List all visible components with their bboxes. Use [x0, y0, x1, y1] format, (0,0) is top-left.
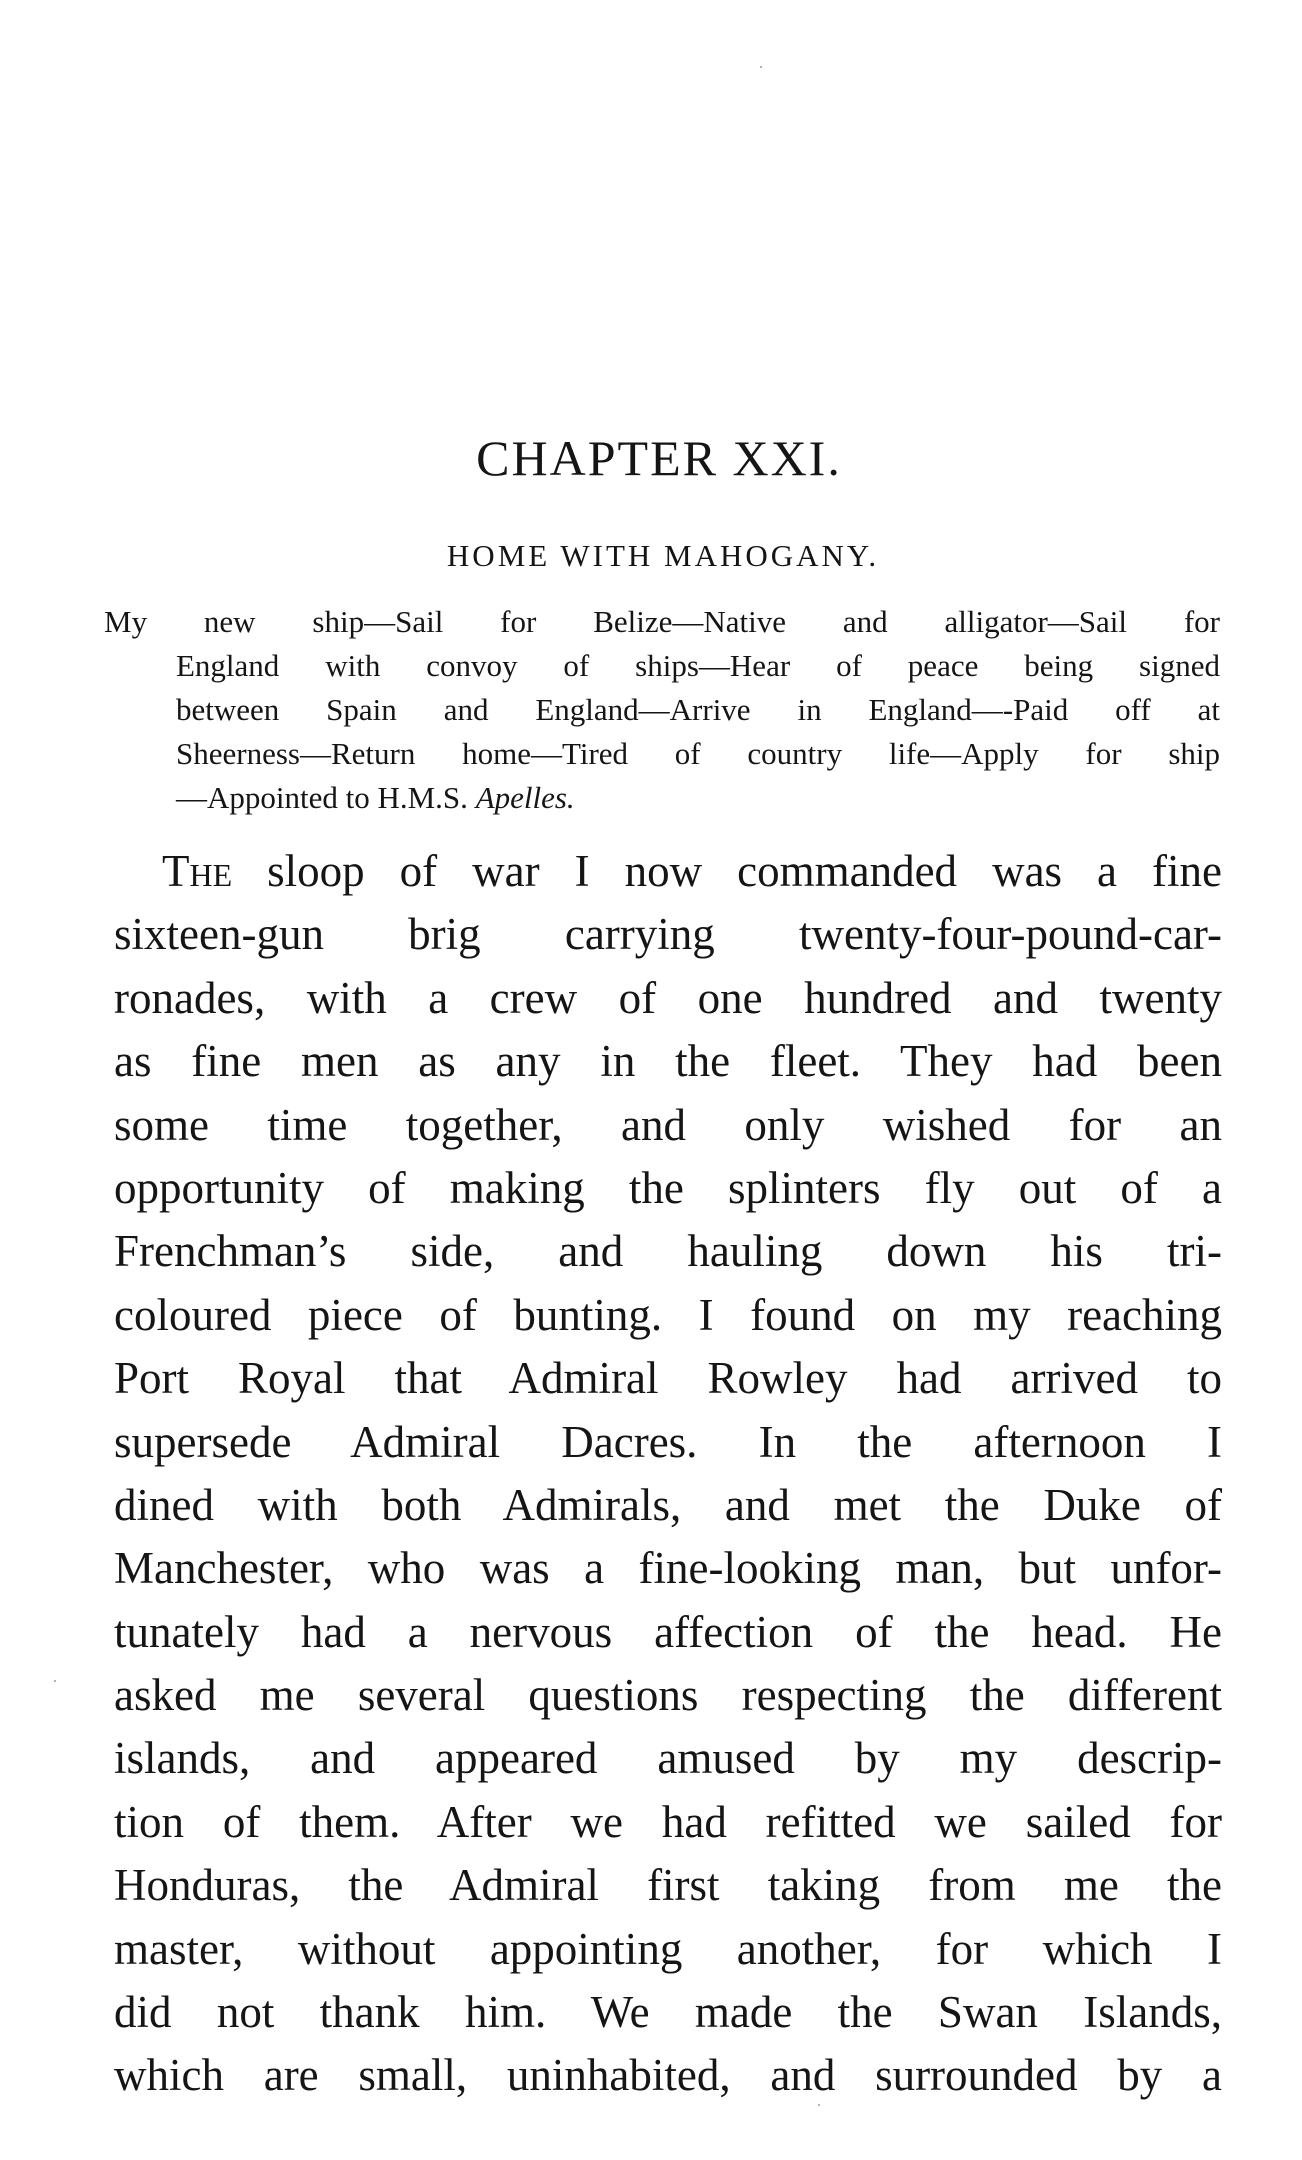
- paper-speck: [54, 1680, 56, 1682]
- body-line: tion of them. After we had refitted we sailed for: [114, 1796, 1222, 1847]
- body-line: some time together, and only wished for an: [114, 1099, 1222, 1150]
- body-line: Frenchman’s side, and hauling down his tri-: [114, 1226, 1222, 1277]
- synopsis-last-line: [176, 776, 1220, 820]
- body-line: Port Royal that Admiral Rowley had arrived to: [114, 1353, 1222, 1404]
- body-line: asked me several questions respecting the different: [114, 1670, 1222, 1721]
- body-line: as fine men as any in the fleet. They had been: [114, 1036, 1222, 1087]
- body-text: [114, 840, 1222, 2108]
- chapter-subtitle: HOME WITH MAHOGANY.: [446, 538, 880, 573]
- body-line: master, without appointing another, for which I: [114, 1923, 1222, 1974]
- body-line: Honduras, the Admiral first taking from me the: [114, 1860, 1222, 1911]
- synopsis-line: My new ship—Sail for Belize—Native and alligator—Sail for: [104, 604, 1220, 639]
- body-line: opportunity of making the splinters fly out of a: [114, 1162, 1222, 1213]
- synopsis-line: England with convoy of ships—Hear of peace being signed: [176, 648, 1220, 683]
- paper-speck: [760, 66, 762, 68]
- body-line: did not thank him. We made the Swan Islands,: [114, 1987, 1222, 2038]
- synopsis-line: between Spain and England—Arrive in England—-Paid off at: [176, 692, 1220, 727]
- body-line: tunately had a nervous affection of the head. He: [114, 1606, 1222, 1657]
- body-line: ronades, with a crew of one hundred and twenty: [114, 972, 1222, 1023]
- ship-name: Apelles.: [475, 780, 575, 815]
- body-line: coloured piece of bunting. I found on my reaching: [114, 1289, 1222, 1340]
- chapter-synopsis: [104, 600, 1220, 820]
- opening-word: The: [162, 846, 233, 896]
- body-line: Manchester, who was a fine-looking man, but unfor-: [114, 1543, 1222, 1594]
- synopsis-line: Sheerness—Return home—Tired of country life—Apply for ship: [176, 736, 1220, 771]
- body-line: dined with both Admirals, and met the Duke of: [114, 1479, 1222, 1530]
- body-line: sixteen-gun brig carrying twenty-four-pound-car-: [114, 909, 1222, 960]
- body-first-line: [114, 840, 1222, 903]
- body-line: supersede Admiral Dacres. In the afternoon I: [114, 1416, 1222, 1467]
- paper-speck: [818, 2104, 820, 2106]
- body-line: which are small, uninhabited, and surrounded by a: [114, 2050, 1222, 2101]
- body-line: islands, and appeared amused by my descrip-: [114, 1733, 1222, 1784]
- chapter-title: CHAPTER XXI.: [476, 430, 842, 486]
- synopsis-line-text: —Appointed to H.M.S.: [176, 780, 476, 815]
- first-line-text: sloop of war I now commanded was a fine: [232, 846, 1222, 896]
